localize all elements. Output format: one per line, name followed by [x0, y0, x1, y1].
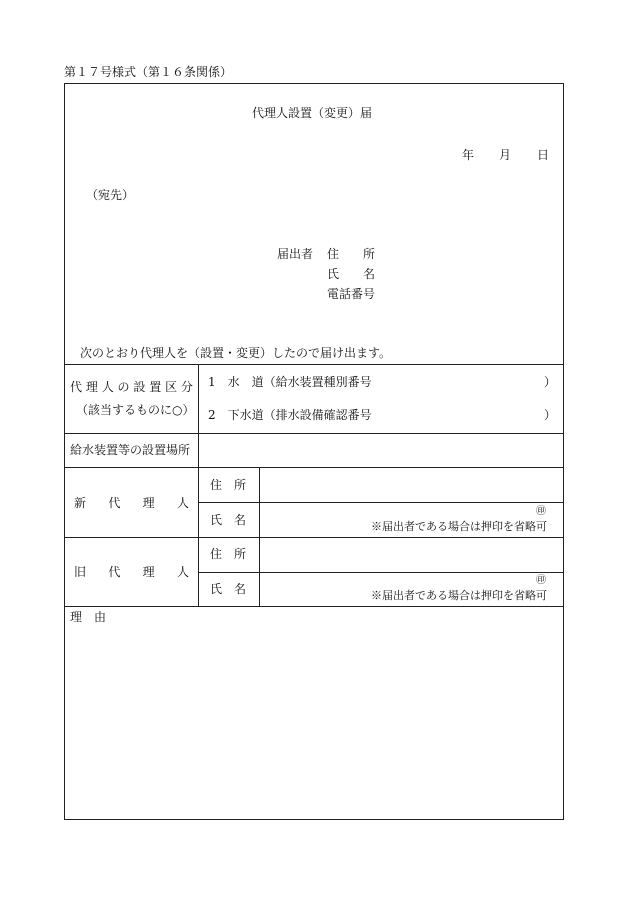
- category-note: （該当するものに○）: [76, 403, 195, 417]
- form-number: 第１７号様式（第１６条関係）: [64, 65, 233, 79]
- old-agent-name-label: 氏 名: [210, 582, 247, 596]
- new-agent-label: 新 代 理 人: [74, 496, 189, 510]
- sewer-option: 2 下水道（排水設備確認番号: [208, 408, 372, 422]
- applicant-label: 届出者: [277, 247, 314, 261]
- reason-label: 理 由: [70, 610, 107, 624]
- water-option: 1 水 道（給水装置種別番号: [208, 375, 372, 389]
- form-title: 代理人設置（変更）届: [252, 106, 373, 120]
- date-month: 月: [499, 148, 512, 162]
- sewer-option-close: ）: [544, 408, 557, 422]
- applicant-address-label: 住 所: [327, 247, 376, 261]
- water-option-close: ）: [544, 375, 557, 389]
- new-agent-address-label: 住 所: [210, 478, 247, 492]
- date-day: 日: [537, 148, 550, 162]
- old-agent-note: ※届出者である場合は押印を省略可: [371, 589, 547, 602]
- old-agent-address-label: 住 所: [210, 547, 247, 561]
- date-year: 年: [462, 148, 475, 162]
- addressee: （宛先）: [86, 188, 135, 202]
- old-agent-label: 旧 代 理 人: [74, 565, 189, 579]
- new-agent-note: ※届出者である場合は押印を省略可: [371, 520, 547, 533]
- old-agent-seal: ㊞: [536, 575, 546, 586]
- category-label: 代 理 人 の 設 置 区 分: [70, 380, 193, 394]
- applicant-name-label: 氏 名: [327, 267, 376, 281]
- applicant-phone-label: 電話番号: [327, 287, 376, 301]
- new-agent-seal: ㊞: [536, 506, 546, 517]
- location-label: 給水装置等の設置場所: [70, 443, 191, 457]
- statement: 次のとおり代理人を（設置・変更）したので届け出ます。: [80, 346, 392, 360]
- new-agent-name-label: 氏 名: [210, 513, 247, 527]
